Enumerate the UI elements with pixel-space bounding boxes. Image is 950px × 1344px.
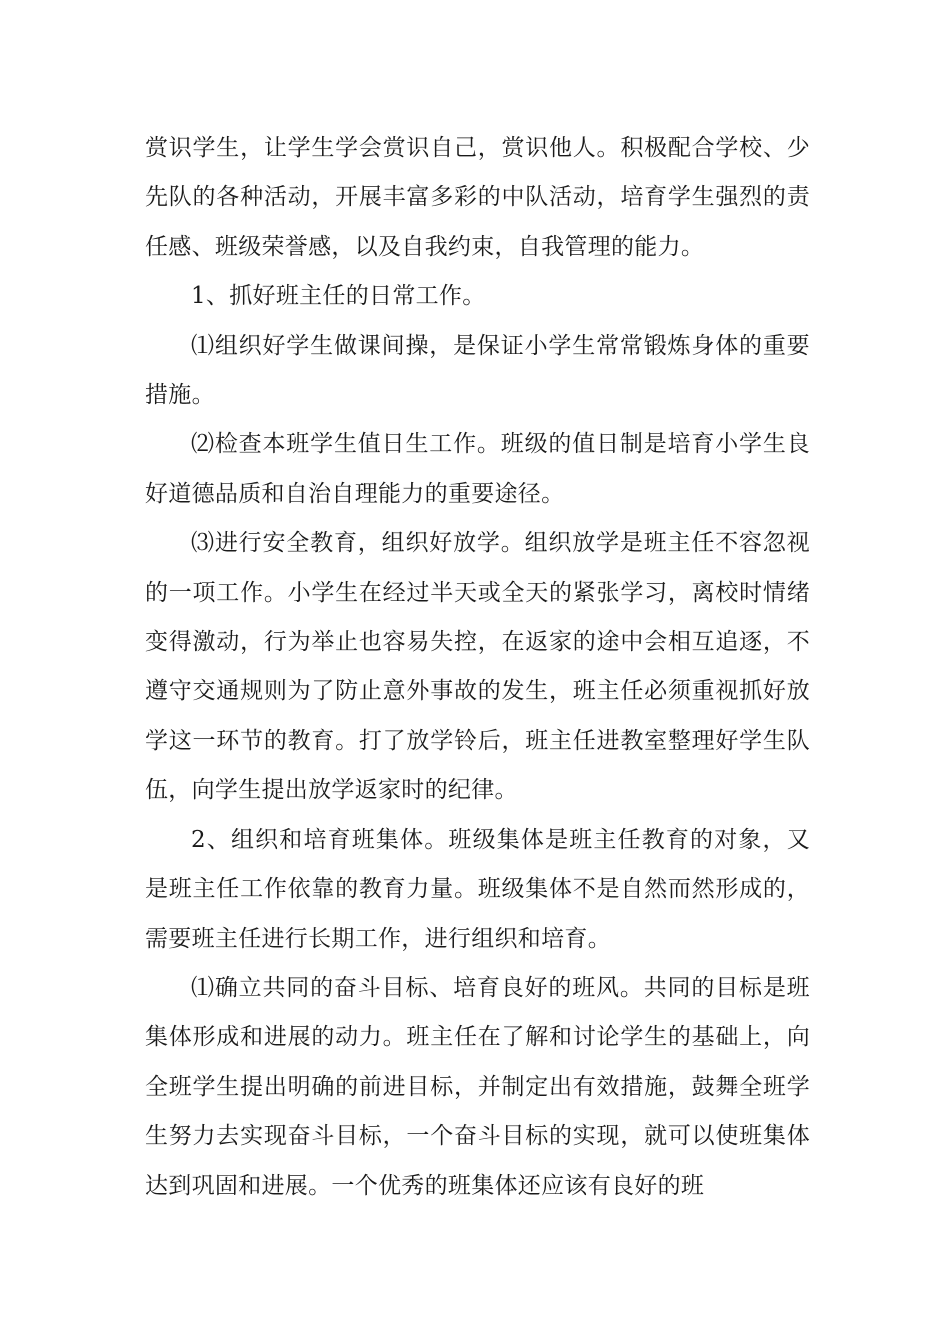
paragraph-item-2: ⑵检查本班学生值日生工作。班级的值日制是培育小学生良好道德品质和自治自理能力的重要途径。 [145,431,810,507]
paragraph-section-1-heading: 1、抓好班主任的日常工作。 [191,283,486,310]
paragraph-item-3: ⑶进行安全教育，组织好放学。组织放学是班主任不容忽视的一项工作。小学生在经过半天或全天的紧张学习，离校时情绪变得激动，行为举止也容易失控，在返家的途中会相互追逐，不遵守交通规则为了防止意外事故的发生，班主任必须重视抓好放学这一环节的教育。打了放学铃后，班主任进教室整理好学生队伍，向学生提出放学返家时的纪律。 [145,530,810,804]
paragraph-continuation: 赏识学生，让学生学会赏识自己，赏识他人。积极配合学校、少先队的各种活动，开展丰富多彩的中队活动，培育学生强烈的责任感、班级荣誉感，以及自我约束，自我管理的能力。 [145,135,810,260]
paragraph-section-2-item-1: ⑴确立共同的奋斗目标、培育良好的班风。共同的目标是班集体形成和进展的动力。班主任在了解和讨论学生的基础上，向全班学生提出明确的前进目标，并制定出有效措施，鼓舞全班学生努力去实现奋斗目标，一个奋斗目标的实现，就可以使班集体达到巩固和进展。一个优秀的班集体还应该有良好的班 [145,974,810,1199]
paragraph-section-2: 2、组织和培育班集体。班级集体是班主任教育的对象，又是班主任工作依靠的教育力量。班级集体不是自然而然形成的，需要班主任进行长期工作，进行组织和培育。 [145,826,810,952]
paragraph-item-1: ⑴组织好学生做课间操，是保证小学生常常锻炼身体的重要措施。 [145,332,810,409]
document-body [145,124,810,1211]
